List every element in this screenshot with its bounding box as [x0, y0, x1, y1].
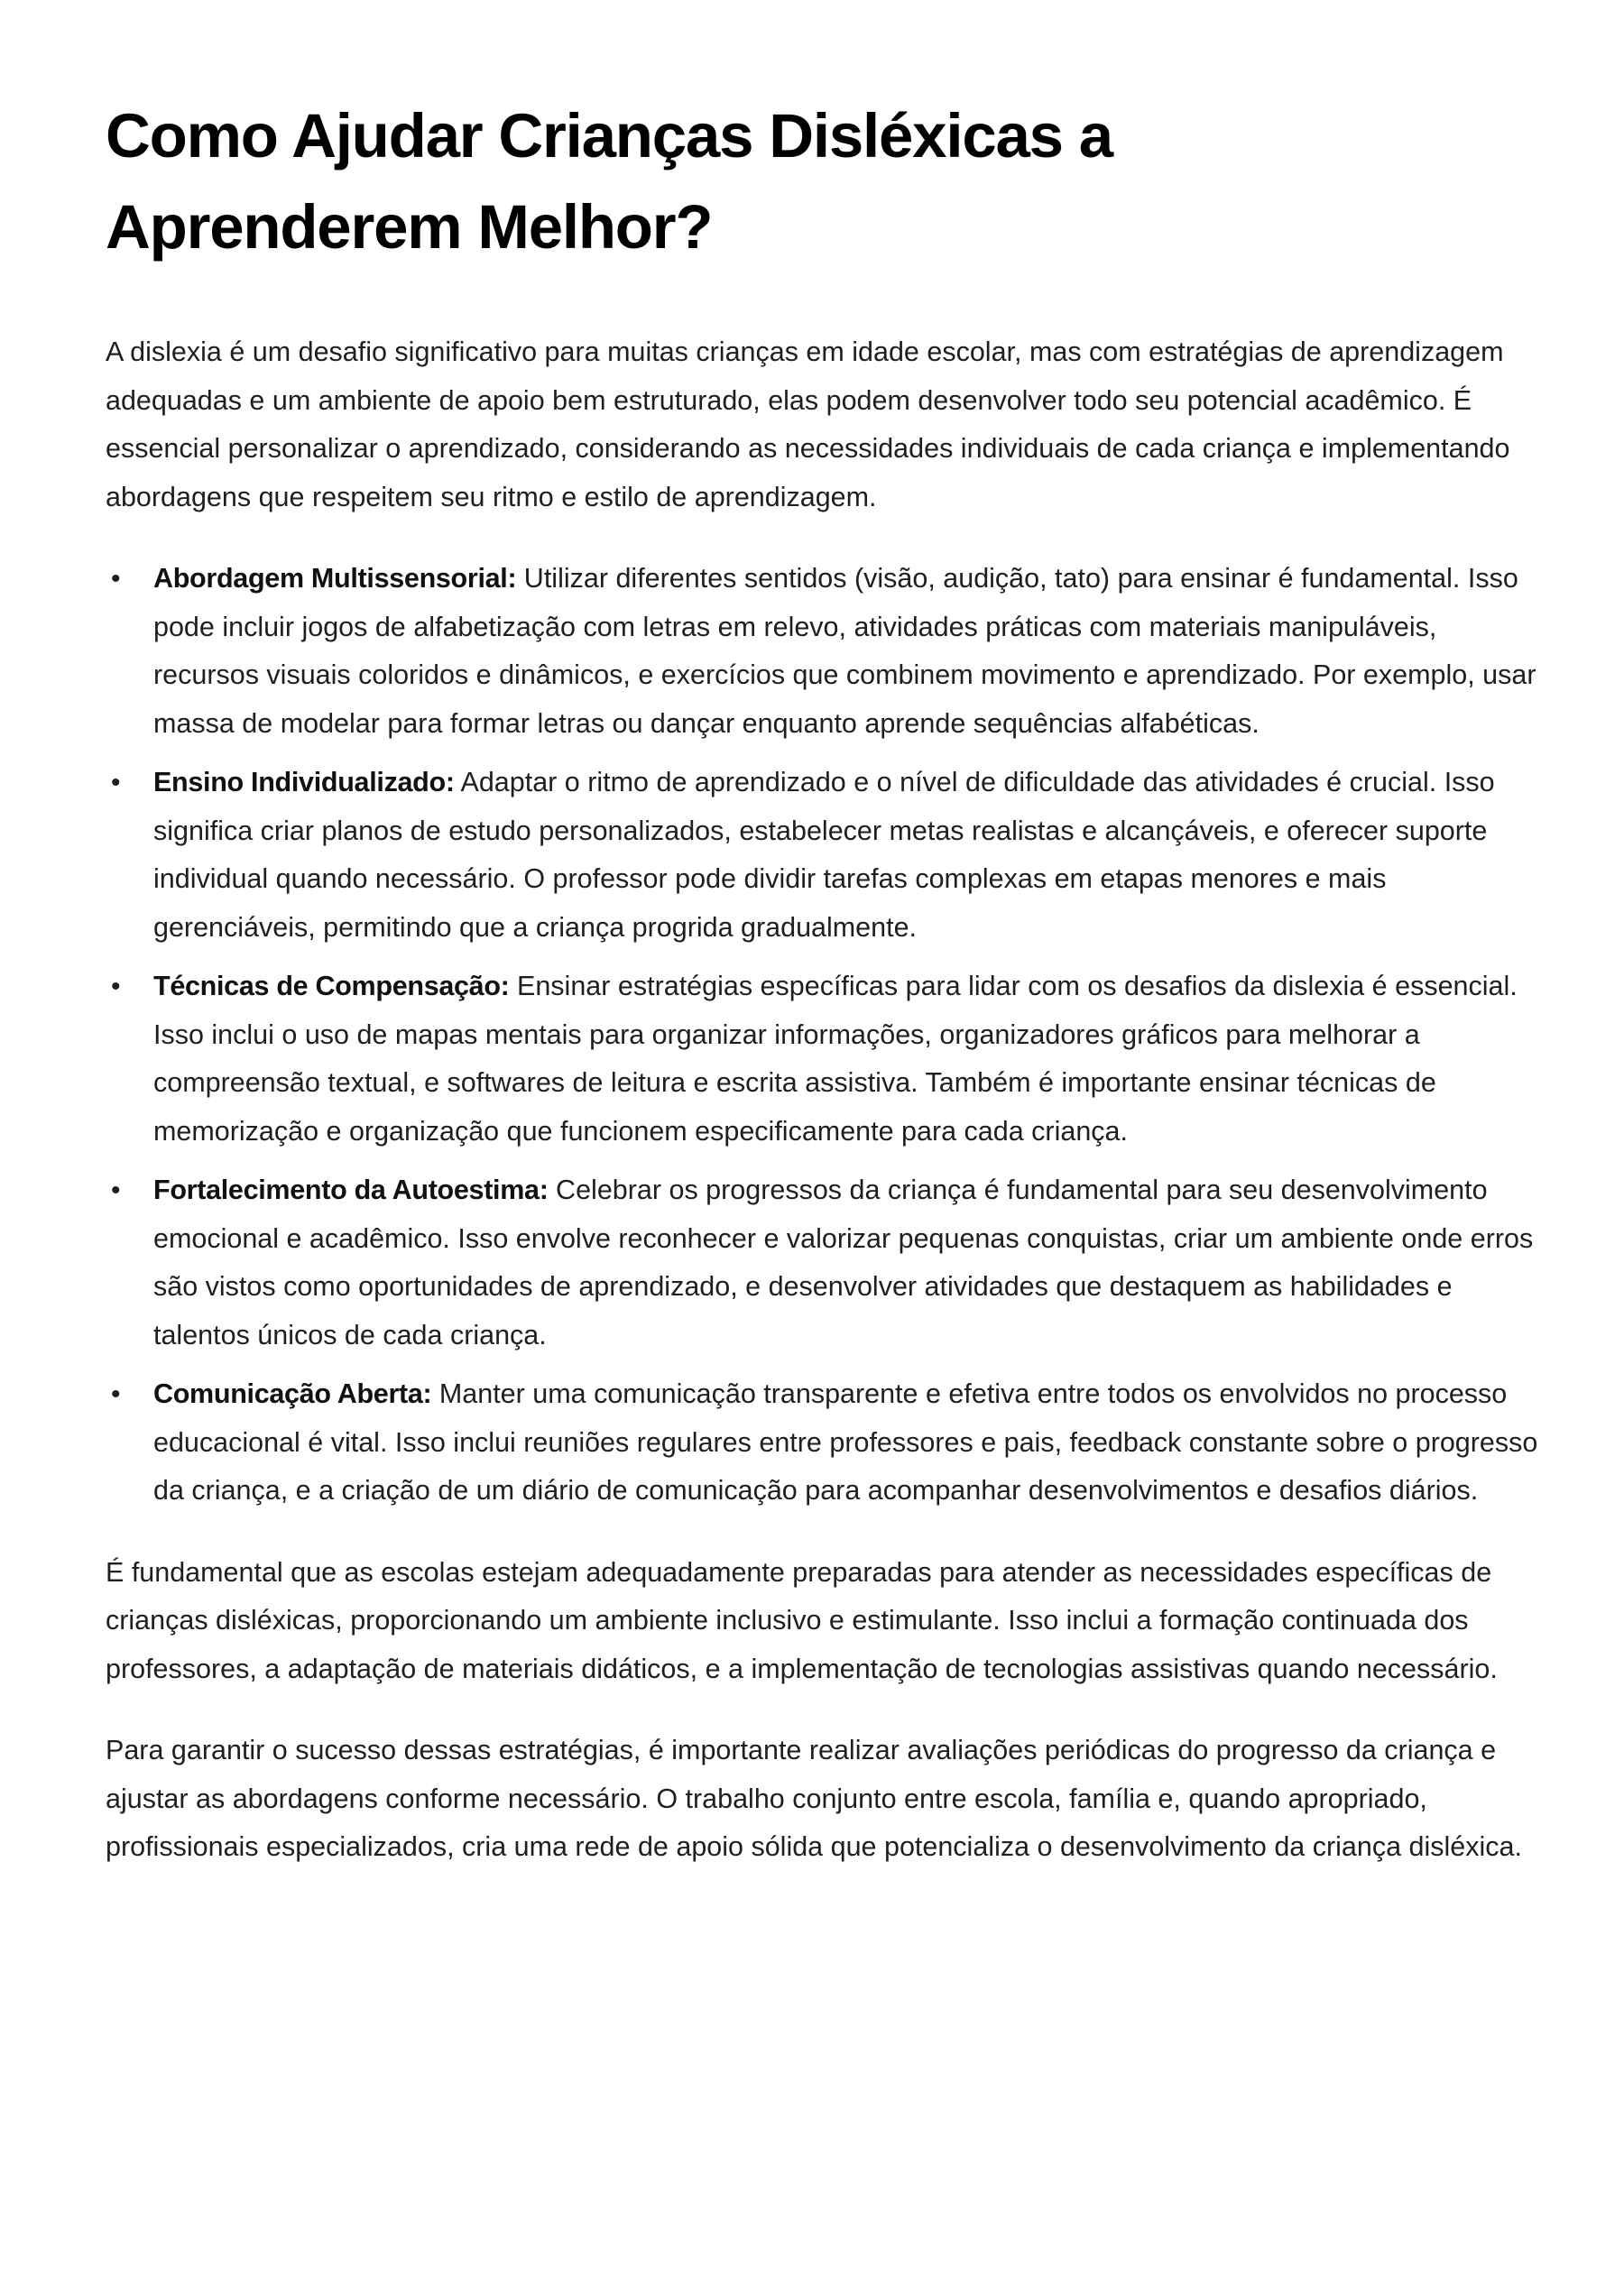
- list-item: [106, 1166, 1540, 1359]
- list-item-label: Fortalecimento da Autoestima:: [153, 1175, 549, 1205]
- list-item: [106, 759, 1540, 952]
- list-item-text: Celebrar os progressos da criança é fundamental para seu desenvolvimento emocional e acadêmico. Isso envolve reconhecer e valorizar pequenas conquistas, criar um ambiente onde erros são vistos como oportunidades de aprendizado, e desenvolver atividades que destaquem as habilidades e talentos únicos de cada criança.: [153, 1175, 1534, 1350]
- list-item-label: Técnicas de Compensação:: [153, 971, 510, 1001]
- list-item-label: Ensino Individualizado:: [153, 767, 455, 797]
- page-title: Como Ajudar Crianças Disléxicas a Aprenderem Melhor?: [106, 101, 1112, 262]
- bullet-icon: •: [111, 972, 121, 1001]
- bullet-icon: •: [111, 1175, 121, 1205]
- article-body: [106, 328, 1540, 1905]
- list-item: [106, 963, 1540, 1156]
- list-item: [106, 1370, 1540, 1516]
- body-paragraph: É fundamental que as escolas estejam adequadamente preparadas para atender as necessidades específicas de crianças disléxicas, proporcionando um ambiente inclusivo e estimulante. Isso inclui a formação continuada dos professores, a adaptação de materiais didáticos, e a implementação de tecnologias assistivas quando necessário.: [106, 1556, 1498, 1684]
- list-item-text: Ensinar estratégias específicas para lidar com os desafios da dislexia é essencial. Isso inclui o uso de mapas mentais para organizar informações, organizadores gráficos para melhorar a compreensão textual, e softwares de leitura e escrita assistiva. Também é importante ensinar técnicas de memorização e organização que funcionem especificamente para cada criança.: [153, 971, 1518, 1147]
- strategy-list: [106, 555, 1540, 1516]
- list-item-label: Comunicação Aberta:: [153, 1378, 432, 1409]
- list-item-text: Manter uma comunicação transparente e efetiva entre todos os envolvidos no processo educacional é vital. Isso inclui reuniões regulares entre professores e pais, feedback constante sobre o progresso da criança, e a criação de um diário de comunicação para acompanhar desenvolvimentos e desafios diários.: [153, 1378, 1538, 1506]
- list-item: [106, 555, 1540, 748]
- list-item-text: Adaptar o ritmo de aprendizado e o nível de dificuldade das atividades é crucial. Isso significa criar planos de estudo personalizados, estabelecer metas realistas e alcançáveis, e oferecer suporte individual quando necessário. O professor pode dividir tarefas complexas em etapas menores e mais gerenciáveis, permitindo que a criança progrida gradualmente.: [153, 767, 1495, 943]
- bullet-icon: •: [111, 564, 121, 594]
- intro-paragraph: A dislexia é um desafio significativo para muitas crianças em idade escolar, mas com estratégias de aprendizagem adequadas e um ambiente de apoio bem estruturado, elas podem desenvolver todo seu potencial acadêmico. É essencial personalizar o aprendizado, considerando as necessidades individuais de cada criança e implementando abordagens que respeitem seu ritmo e estilo de aprendizagem.: [106, 336, 1510, 512]
- bullet-icon: •: [111, 768, 121, 797]
- body-paragraph: Para garantir o sucesso dessas estratégias, é importante realizar avaliações periódicas do progresso da criança e ajustar as abordagens conforme necessário. O trabalho conjunto entre escola, família e, quando apropriado, profissionais especializados, cria uma rede de apoio sólida que potencializa o desenvolvimento da criança disléxica.: [106, 1735, 1522, 1862]
- list-item-text: Utilizar diferentes sentidos (visão, audição, tato) para ensinar é fundamental. Isso pode incluir jogos de alfabetização com letras em relevo, atividades práticas com materiais manipuláveis, recursos visuais coloridos e dinâmicos, e exercícios que combinem movimento e aprendizado. Por exemplo, usar massa de modelar para formar letras ou dançar enquanto aprende sequências alfabéticas.: [153, 563, 1536, 739]
- bullet-icon: •: [111, 1379, 121, 1409]
- list-item-label: Abordagem Multissensorial:: [153, 563, 517, 594]
